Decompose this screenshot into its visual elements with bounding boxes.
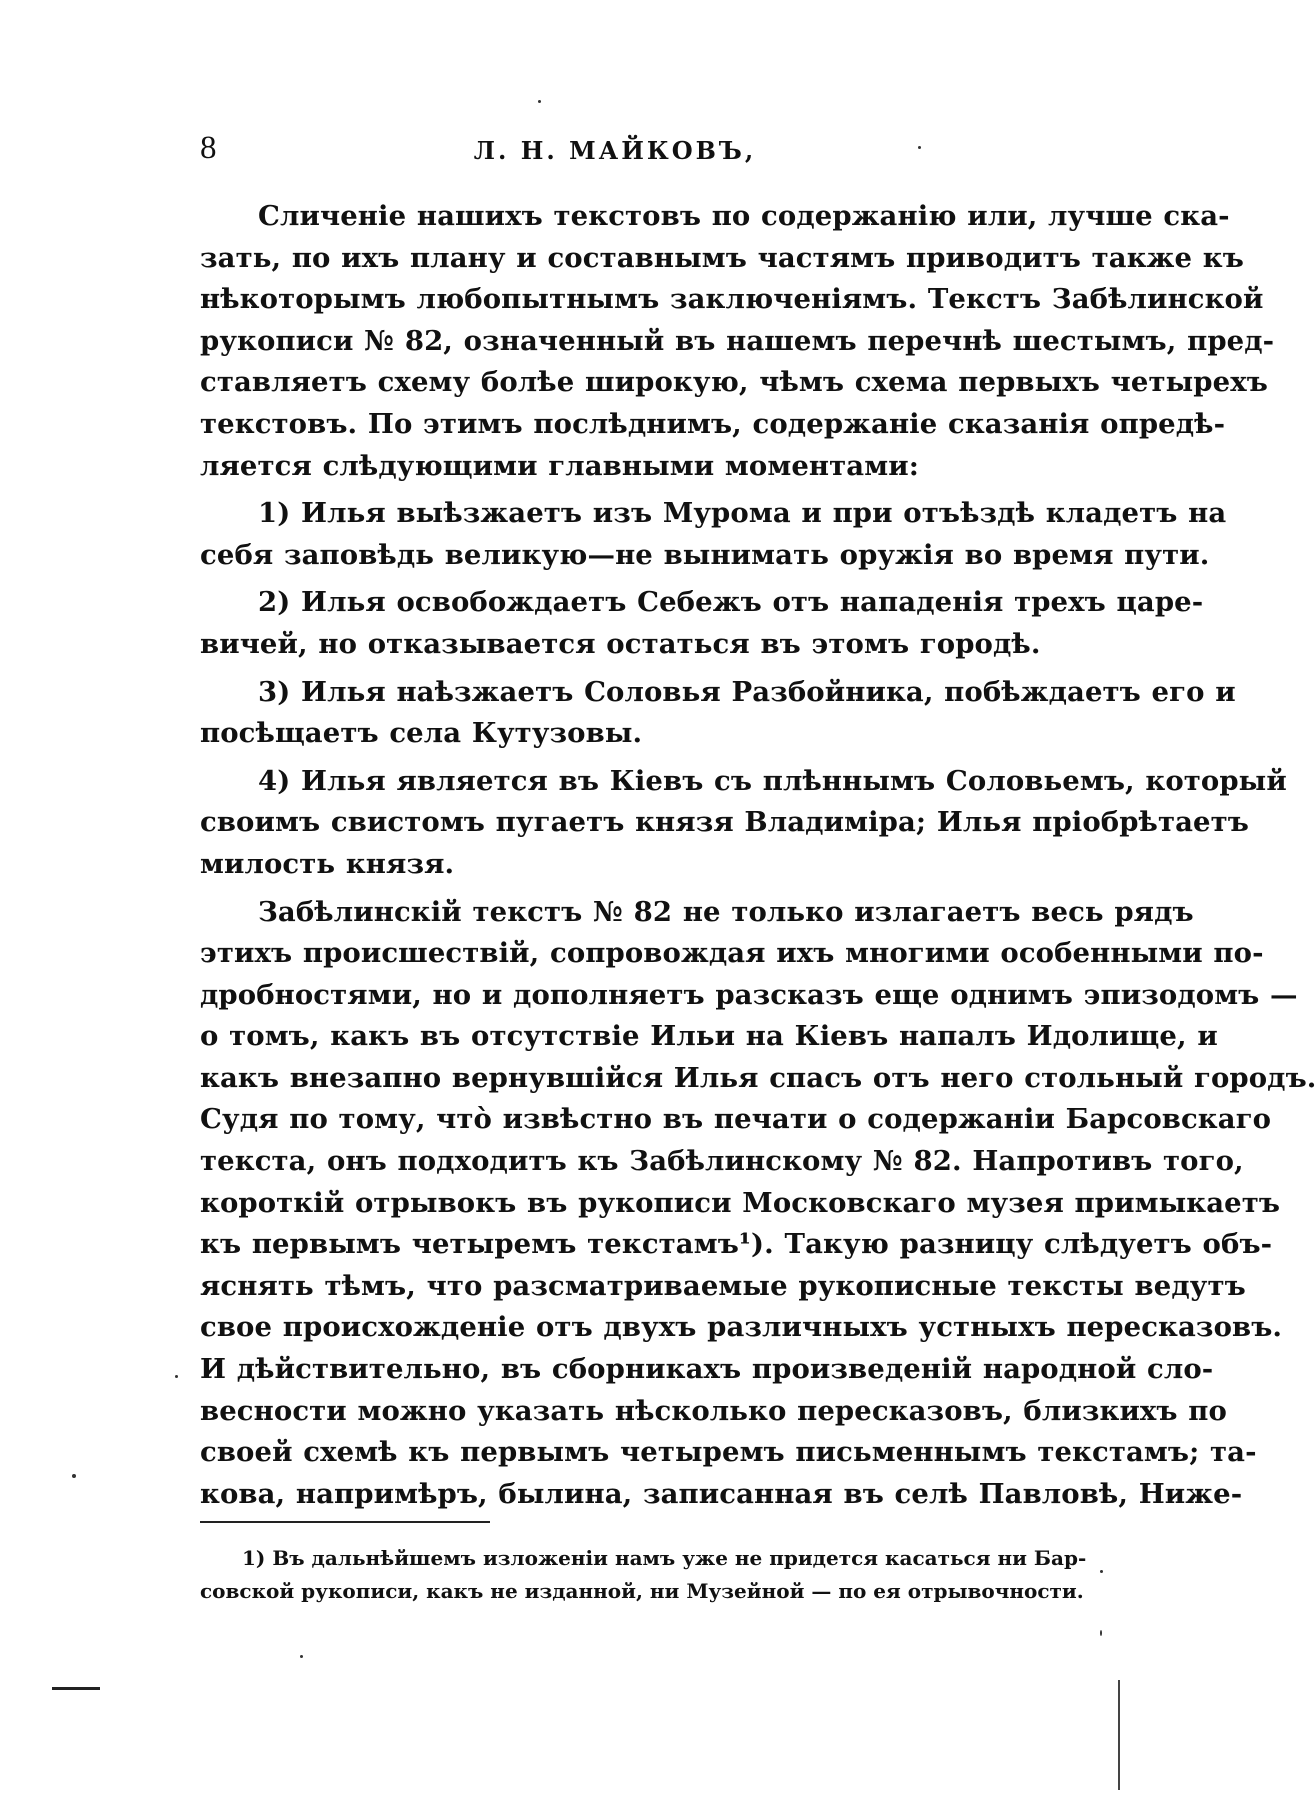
paragraph-main	[200, 892, 1316, 1516]
text-line: себя заповѣдь великую—не вынимать оружія во время пути.	[200, 538, 1210, 571]
text-line: И дѣйствительно, въ сборникахъ произведеній народной сло-	[200, 1353, 1214, 1386]
scan-speck	[1100, 1570, 1103, 1573]
paragraph-item-3	[200, 672, 1236, 755]
text-line: этихъ происшествій, сопровождая ихъ многими особенными по-	[200, 937, 1264, 970]
scan-speck	[300, 1655, 303, 1658]
text-line: нѣкоторымъ любопытнымъ заключеніямъ. Текстъ Забѣлинской	[200, 283, 1264, 316]
paragraph-item-4	[200, 761, 1287, 886]
text-line: своимъ свистомъ пугаетъ князя Владиміра; Илья пріобрѣтаетъ	[200, 806, 1249, 839]
text-line: весности можно указать нѣсколько пересказовъ, близкихъ по	[200, 1394, 1227, 1427]
scan-speck	[918, 146, 921, 149]
text-line: посѣщаетъ села Кутузовы.	[200, 717, 643, 750]
text-line: Сличеніе нашихъ текстовъ по содержанію или, лучше ска-	[258, 200, 1230, 232]
text-line: Забѣлинскій текстъ № 82 не только излагаетъ весь рядъ	[258, 895, 1194, 928]
text-line: какъ внезапно вернувшійся Илья спасъ отъ него стольный городъ.	[200, 1061, 1316, 1094]
paragraph-intro	[200, 196, 1275, 487]
text-line: 3) Илья наѣзжаетъ Соловья Разбойника, побѣждаетъ его и	[258, 675, 1236, 708]
scan-speck	[72, 1474, 76, 1478]
text-line: 4) Илья является въ Кіевъ съ плѣннымъ Соловьемъ, который	[258, 764, 1287, 797]
text-line: о томъ, какъ въ отсутствіе Ильи на Кіевъ напалъ Идолище, и	[200, 1020, 1218, 1053]
text-line: Судя по тому, что̀ извѣстно въ печати о содержаніи Барсовскаго	[200, 1103, 1272, 1136]
text-line: кова, напримѣръ, былина, записанная въ селѣ Павловѣ, Ниже-	[200, 1477, 1243, 1510]
text-line: свое происхожденіе отъ двухъ различныхъ устныхъ пересказовъ.	[200, 1311, 1283, 1344]
text-line: яснять тѣмъ, что разсматриваемые рукописные тексты ведутъ	[200, 1269, 1246, 1302]
binding-edge	[1118, 1680, 1120, 1790]
text-line: дробностями, но и дополняетъ разсказъ еще однимъ эпизодомъ —	[200, 978, 1298, 1011]
text-line: зать, по ихъ плану и составнымъ частямъ приводитъ также къ	[200, 241, 1244, 274]
page-number: 8	[200, 130, 217, 166]
footnote	[200, 1542, 1087, 1608]
text-line: своей схемѣ къ первымъ четыремъ письменнымъ текстамъ; та-	[200, 1436, 1257, 1469]
scan-speck	[1100, 1630, 1102, 1636]
footnote-line: 1) Въ дальнѣйшемъ изложеніи намъ уже не придется касаться ни Бар-	[242, 1546, 1087, 1570]
text-line: 2) Илья освобождаетъ Себежъ отъ нападенія трехъ царе-	[258, 586, 1204, 619]
running-title: Л. Н. МАЙКОВЪ,	[473, 136, 757, 165]
running-head	[200, 130, 1060, 174]
margin-mark	[52, 1687, 100, 1690]
footnote-line: совской рукописи, какъ не изданной, ни Музейной — по ея отрывочности.	[200, 1579, 1084, 1603]
scan-speck	[175, 1375, 178, 1378]
text-line: короткій отрывокъ въ рукописи Московскаго музея примыкаетъ	[200, 1186, 1281, 1219]
text-line: рукописи № 82, означенный въ нашемъ перечнѣ шестымъ, пред-	[200, 324, 1275, 357]
paragraph-item-2	[200, 582, 1204, 665]
text-line: 1) Илья выѣзжаетъ изъ Мурома и при отъѣздѣ кладетъ на	[258, 497, 1227, 530]
text-line: ставляетъ схему болѣе широкую, чѣмъ схема первыхъ четырехъ	[200, 366, 1268, 399]
scan-speck	[538, 100, 541, 103]
text-line: вичей, но отказывается остаться въ этомъ городѣ.	[200, 627, 1041, 660]
text-line: милость князя.	[200, 847, 455, 880]
text-line: текстовъ. По этимъ послѣднимъ, содержаніе сказанія опредѣ-	[200, 407, 1226, 440]
footnote-divider	[200, 1521, 490, 1523]
body-text	[200, 196, 1316, 1521]
paragraph-item-1	[200, 493, 1227, 576]
text-line: ляется слѣдующими главными моментами:	[200, 449, 919, 482]
text-line: текста, онъ подходитъ къ Забѣлинскому № 82. Напротивъ того,	[200, 1145, 1244, 1178]
text-line: къ первымъ четыремъ текстамъ¹). Такую разницу слѣдуетъ объ-	[200, 1228, 1273, 1261]
